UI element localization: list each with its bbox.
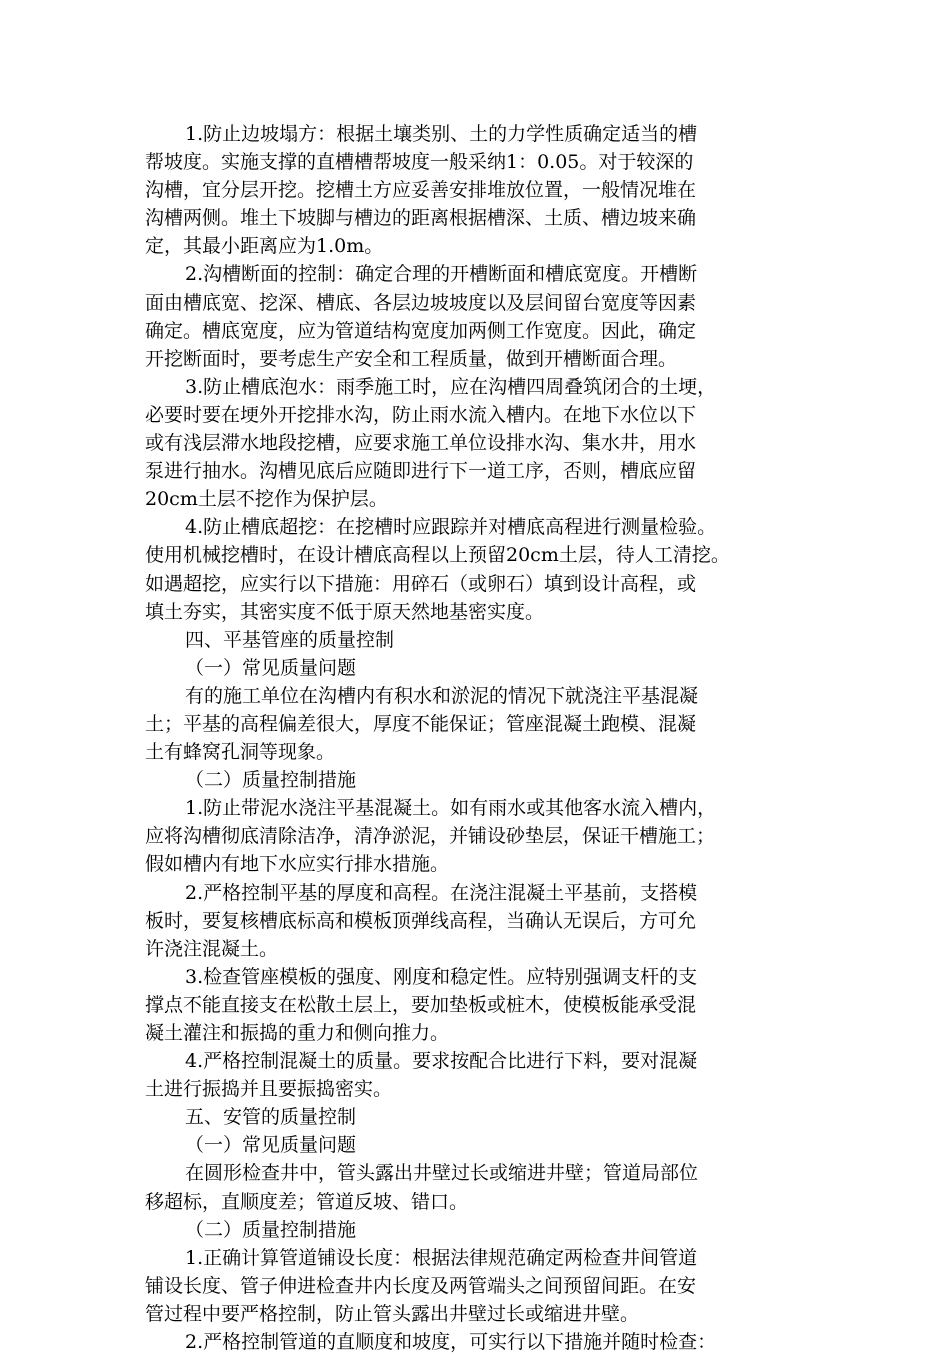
text-line: 3.防止槽底泡水：雨季施工时，应在沟槽四周叠筑闭合的土埂， [185,375,717,398]
text-line: （二）质量控制措施 [185,1218,357,1241]
text-line: 凝土灌注和振捣的重力和侧向推力。 [145,1022,450,1044]
text-line: （一）常见质量问题 [185,1134,357,1157]
text-line: 如遇超挖，应实行以下措施：用碎石（或卵石）填到设计高程，或 [145,572,697,595]
text-line: 五、安管的质量控制 [185,1106,357,1129]
text-line: 四、平基管座的质量控制 [185,628,395,651]
text-line: （二）质量控制措施 [185,769,357,792]
text-line: 土有蜂窝孔洞等现象。 [145,741,336,764]
text-line: 使用机械挖槽时，在设计槽底高程以上预留20cm土层，待人工清挖。 [145,544,730,567]
document-body [145,120,820,1356]
text-line: 撑点不能直接支在松散土层上，要加垫板或桩木，使模板能承受混 [145,993,697,1016]
text-line: 沟槽两侧。堆土下坡脚与槽边的距离根据槽深、土质、槽边坡来确 [145,207,697,230]
text-line: 土；平基的高程偏差很大，厚度不能保证；管座混凝土跑模、混凝 [145,712,697,735]
text-line: 许浇注混凝土。 [145,937,279,960]
text-line: 4.严格控制混凝土的质量。要求按配合比进行下料，要对混凝 [185,1050,698,1073]
text-line: 泵进行抽水。沟槽见底后应随即进行下一道工序，否则，槽底应留 [145,460,697,483]
text-line: 移超标，直顺度差；管道反坡、错口。 [145,1190,469,1213]
text-line: 土进行振捣并且要振捣密实。 [145,1078,393,1101]
text-line: 必要时要在埂外开挖排水沟，防止雨水流入槽内。在地下水位以下 [145,403,697,426]
text-line: 应将沟槽彻底清除洁净，清净淤泥，并铺设砂垫层，保证干槽施工； [145,825,716,848]
text-line: 开挖断面时，要考虑生产安全和工程质量，做到开槽断面合理。 [145,347,678,370]
text-line: 帮坡度。实施支撑的直槽槽帮坡度一般采纳1：0.05。对于较深的 [145,151,694,174]
text-line: 定，其最小距离应为1.0m。 [145,235,384,258]
text-line: 沟槽，宜分层开挖。挖槽土方应妥善安排堆放位置，一般情况堆在 [145,179,697,202]
text-line: 确定。槽底宽度，应为管道结构宽度加两侧工作宽度。因此，确定 [145,319,697,342]
text-line: 4.防止槽底超挖：在挖槽时应跟踪并对槽底高程进行测量检验。 [185,516,717,539]
text-line: 铺设长度、管子伸进检查井内长度及两管端头之间预留间距。在安 [145,1274,697,1297]
text-line: 20cm土层不挖作为保护层。 [145,488,388,511]
text-line: 2.严格控制平基的厚度和高程。在浇注混凝土平基前，支搭模 [185,881,698,904]
text-line: 面由槽底宽、挖深、槽底、各层边坡坡度以及层间留台宽度等因素 [145,291,697,314]
text-line: 板时，要复核槽底标高和模板顶弹线高程，当确认无误后，方可允 [145,909,697,932]
text-line: 1.防止边坡塌方：根据土壤类别、土的力学性质确定适当的槽 [185,123,698,145]
text-line: 3.检查管座模板的强度、刚度和稳定性。应特别强调支杆的支 [185,965,698,988]
text-line: 2.严格控制管道的直顺度和坡度，可实行以下措施并随时检查： [185,1331,717,1354]
text-line: 2.沟槽断面的控制：确定合理的开槽断面和槽底宽度。开槽断 [185,263,698,286]
text-line: 在圆形检查井中，管头露出井壁过长或缩进井壁；管道局部位 [185,1162,699,1185]
text-line: 假如槽内有地下水应实行排水措施。 [145,853,450,876]
text-line: 1.正确计算管道铺设长度：根据法律规范确定两检查井间管道 [185,1246,698,1269]
text-line: （一）常见质量问题 [185,656,357,679]
text-line: 管过程中要严格控制，防止管头露出井壁过长或缩进井壁。 [145,1302,640,1325]
text-line: 填土夯实，其密实度不低于原天然地基密实度。 [145,600,545,623]
text-line: 或有浅层滞水地段挖槽，应要求施工单位设排水沟、集水井，用水 [145,432,697,455]
text-line: 有的施工单位在沟槽内有积水和淤泥的情况下就浇注平基混凝 [185,684,699,707]
text-line: 1.防止带泥水浇注平基混凝土。如有雨水或其他客水流入槽内， [185,797,717,820]
